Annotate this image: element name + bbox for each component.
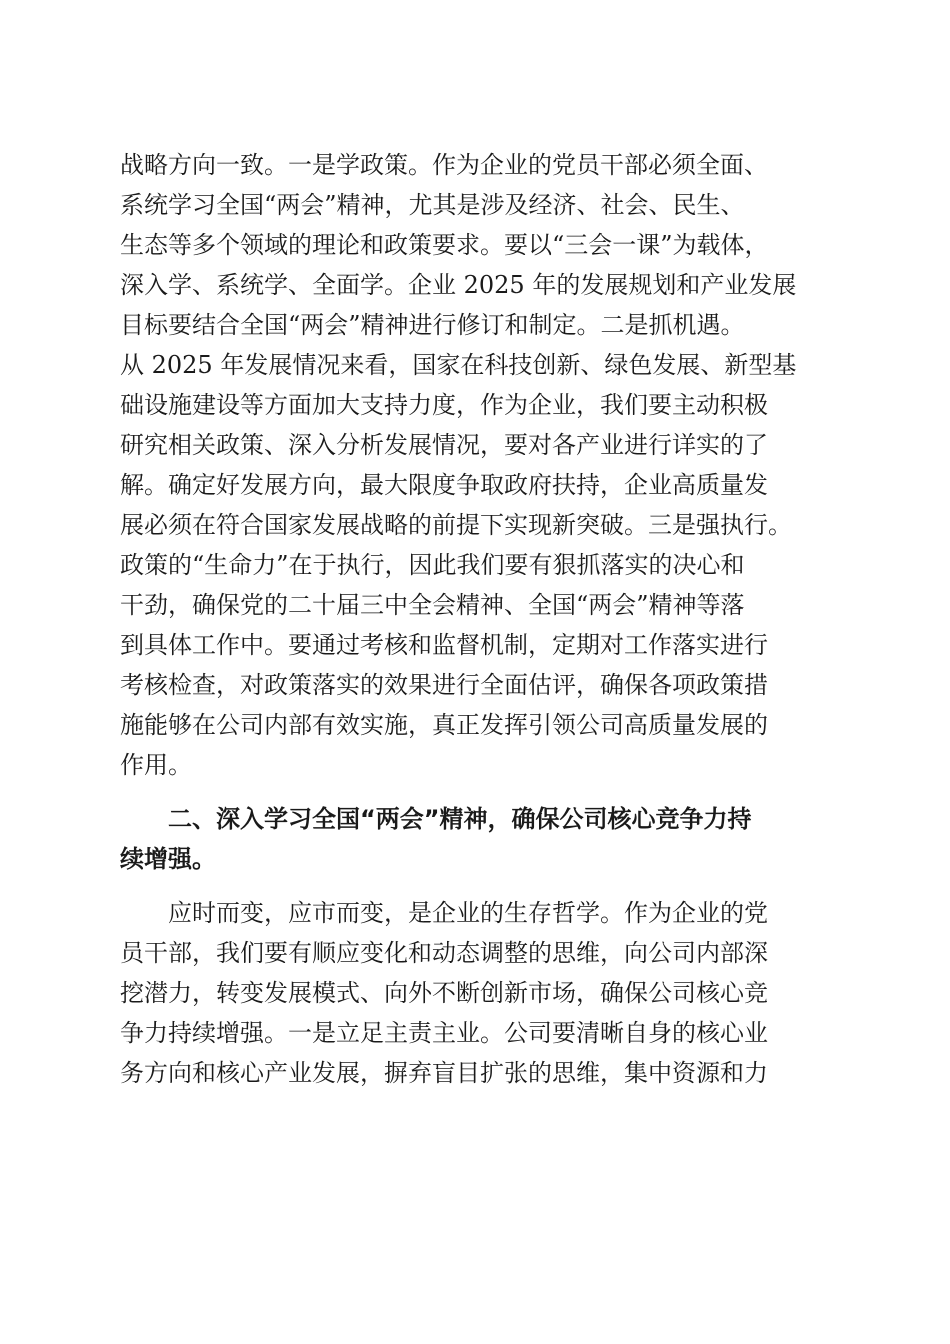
text-line: 施能够在公司内部有效实施，真正发挥引领公司高质量发展的 (120, 711, 768, 739)
text-line: 深入学、系统学、全面学。企业 2025 年的发展规划和产业发展 (120, 271, 797, 299)
text-line: 员干部，我们要有顺应变化和动态调整的思维，向公司内部深 (120, 939, 768, 967)
text-line: 作用。 (120, 751, 192, 779)
text-line: 考核检查，对政策落实的效果进行全面估评，确保各项政策措 (120, 671, 768, 699)
text-line: 生态等多个领域的理论和政策要求。要以“三会一课”为载体， (120, 231, 769, 259)
heading-line: 二、深入学习全国“两会”精神，确保公司核心竞争力持 (168, 805, 752, 833)
text-line: 干劲，确保党的二十届三中全会精神、全国“两会”精神等落 (120, 591, 745, 619)
text-line: 研究相关政策、深入分析发展情况，要对各产业进行详实的了 (120, 431, 768, 459)
text-line: 解。确定好发展方向，最大限度争取政府扶持，企业高质量发 (120, 471, 768, 499)
text-line: 务方向和核心产业发展，摒弃盲目扩张的思维，集中资源和力 (120, 1059, 768, 1087)
text-line: 从 2025 年发展情况来看，国家在科技创新、绿色发展、新型基 (120, 351, 797, 379)
heading-line: 续增强。 (120, 845, 216, 873)
text-line: 政策的“生命力”在于执行，因此我们要有狠抓落实的决心和 (120, 551, 745, 579)
text-line: 到具体工作中。要通过考核和监督机制，定期对工作落实进行 (120, 631, 768, 659)
text-line: 展必须在符合国家发展战略的前提下实现新突破。三是强执行。 (120, 511, 792, 539)
text-line: 战略方向一致。一是学政策。作为企业的党员干部必须全面、 (120, 151, 768, 179)
text-line: 应时而变，应市而变，是企业的生存哲学。作为企业的党 (168, 899, 768, 927)
text-line: 挖潜力，转变发展模式、向外不断创新市场，确保公司核心竞 (120, 979, 768, 1007)
text-line: 础设施建设等方面加大支持力度，作为企业，我们要主动积极 (120, 391, 768, 419)
text-line: 争力持续增强。一是立足主责主业。公司要清晰自身的核心业 (120, 1019, 768, 1047)
text-line: 目标要结合全国“两会”精神进行修订和制定。二是抓机遇。 (120, 311, 745, 339)
text-line: 系统学习全国“两会”精神，尤其是涉及经济、社会、民生、 (120, 191, 745, 219)
